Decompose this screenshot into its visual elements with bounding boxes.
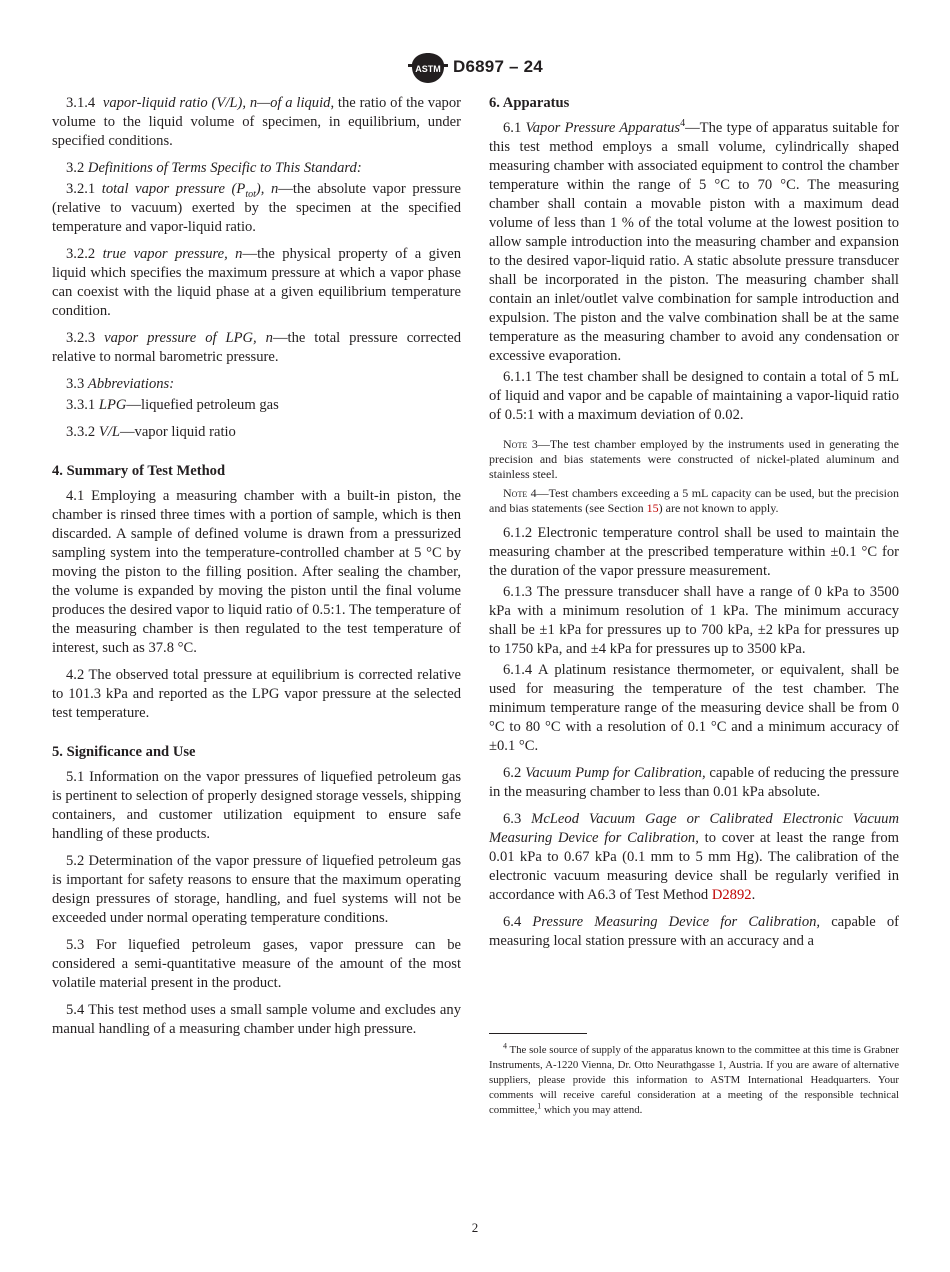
para-3-2: 3.2 Definitions of Terms Specific to This Standard:: [66, 160, 362, 176]
para-3-2-3: 3.2.3 vapor pressure of LPG, n—the total pressure corrected relative to normal barometric pressure.: [52, 330, 461, 365]
para-3-2-2: 3.2.2 true vapor pressure, n—the physical property of a given liquid which specifies the maximum pressure at which a vapor phase can coexist with the liquid phase at a given equilibrium temperature condition.: [52, 246, 461, 319]
logo-text: ASTM: [415, 64, 441, 74]
footnote-4: $^4$ The sole source of supply of the apparatus known to the committee at this time is Grabner Instruments, A-1220 Vienna, Dr. Otto Neurathgasse 1, Austria. If you are aware of alternative suppliers, please provide this information to ASTM International Headquarters. Your comments will receive careful consideration at a meeting of the responsible technical committee,$^1$ which you may attend.: [489, 1041, 899, 1116]
d2892-link[interactable]: D2892: [711, 887, 752, 903]
section-5-heading: 5. Significance and Use: [52, 744, 196, 760]
right-column: [489, 94, 899, 951]
section-6-heading: 6. Apparatus: [489, 95, 570, 111]
para-6-1-2: 6.1.2 Electronic temperature control shall be used to maintain the measuring chamber at the prescribed temperature within ±0.1 °C for the duration of the vapor pressure measurement.: [489, 525, 899, 579]
section-4-heading: 4. Summary of Test Method: [52, 463, 226, 479]
para-3-1-4: 3.1.4 vapor-liquid ratio (V/L), n—of a liquid, the ratio of the vapor volume to the liquid volume of specimen, in equilibrium, under specified conditions.: [52, 95, 462, 149]
section-15-link[interactable]: 15: [646, 501, 659, 515]
astm-logo-icon: [407, 52, 449, 84]
para-3-3-1: 3.3.1 LPG—liquefied petroleum gas: [66, 397, 279, 413]
para-4-1: 4.1 Employing a measuring chamber with a built-in piston, the chamber is rinsed three times with a portion of sample, which is then discarded. A sample of defined volume is drawn from a pressurized sampling system into the temperature-controlled chamber at 5 °C by moving the piston to the filling position. After sealing the chamber, the volume is expanded by moving the piston until the final volume produces the desired vapor to liquid ratio of 0.5:1. The temperature of the measuring chamber is then regulated to the test temperature of interest, such as 37.8 °C.: [52, 488, 461, 656]
para-5-3: 5.3 For liquefied petroleum gases, vapor pressure can be considered a semi-quantitative measure of the amount of the most volatile material present in the product.: [52, 937, 461, 991]
para-6-3: 6.3 McLeod Vacuum Gage or Calibrated Electronic Vacuum Measuring Device for Calibration, to cover at least the range from 0.01 kPa to 0.67 kPa (0.1 mm to 5 mm Hg). The calibration of the electronic vacuum measuring device shall be regularly verified in accordance with A6.3 of Test Method D2892.: [489, 811, 899, 903]
page-header: [0, 52, 950, 86]
page-number: 2: [471, 1220, 479, 1235]
para-4-2: 4.2 The observed total pressure at equilibrium is corrected relative to 101.3 kPa and reported as the LPG vapor pressure at the selected test temperature.: [52, 667, 461, 721]
para-6-4: 6.4 Pressure Measuring Device for Calibration, capable of measuring local station pressure with an accuracy and a: [489, 914, 900, 949]
para-5-4: 5.4 This test method uses a small sample volume and excludes any manual handling of a measuring chamber under high pressure.: [52, 1002, 461, 1037]
para-3-3-2: 3.3.2 V/L—vapor liquid ratio: [66, 424, 236, 440]
para-5-1: 5.1 Information on the vapor pressures of liquefied petroleum gas is pertinent to selection of properly designed storage vessels, shipping containers, and customer utilization equipment to ensure safe handling of these products.: [52, 769, 461, 842]
para-3-2-1: 3.2.1 total vapor pressure $(P_{tot})$, n—the absolute vapor pressure (relative to vacuum) exerted by the specimen at the specified temperature and vapor-liquid ratio.: [52, 181, 461, 235]
document-id: D6897 – 24: [453, 57, 543, 76]
note-3: Note 3—The test chamber employed by the instruments used in generating the precision and bias statements were constructed of nickel-plated aluminum and stainless steel.: [489, 437, 899, 481]
left-column: [52, 94, 461, 1039]
para-6-1: 6.1 Vapor Pressure Apparatus$^4$—The type of apparatus suitable for this test method employs a small volume, cylindrically shaped measuring chamber with associated equipment to control the chamber temperature within the range of 5 °C to 70 °C. The measuring chamber shall contain a movable piston with a maximum dead volume of less than 1 % of the total volume at the lowest position to allow sample introduction into the measuring chamber and expansion to the desired vapor-liquid ratio. A static absolute pressure transducer shall be incorporated in the piston. The measuring chamber shall contain an inlet/outlet valve combination for sample introduction and expulsion. The piston and the valve combination shall be at the same temperature as the measuring chamber to avoid any condensation or excessive evaporation.: [489, 118, 899, 364]
footnote-divider: [489, 1033, 587, 1034]
note-4: Note 4—Test chambers exceeding a 5 mL capacity can be used, but the precision and bias statements (see Section 15) are not known to apply.: [489, 486, 899, 515]
para-6-2: 6.2 Vacuum Pump for Calibration, capable of reducing the pressure in the measuring chamber to less than 0.01 kPa absolute.: [489, 765, 899, 800]
para-3-3: 3.3 Abbreviations:: [66, 376, 175, 392]
para-5-2: 5.2 Determination of the vapor pressure of liquefied petroleum gas is important for safety reasons to ensure that the maximum operating design pressures of storage, handling, and fuel systems will not be exceeded under normal operating temperature conditions.: [52, 853, 461, 926]
para-6-1-4: 6.1.4 A platinum resistance thermometer, or equivalent, shall be used for measuring the temperature of the test chamber. The minimum temperature range of the measuring device shall be from 0 °C to 80 °C with a resolution of 0.1 °C and a minimum accuracy of ±0.1 °C.: [489, 662, 899, 754]
para-6-1-3: 6.1.3 The pressure transducer shall have a range of 0 kPa to 3500 kPa with a minimum resolution of 1 kPa. The minimum accuracy shall be ±1 kPa for pressures up to 700 kPa, ±2 kPa for pressures up to 1750 kPa, and ±4 kPa for pressures up to 3500 kPa.: [489, 584, 899, 657]
footnote-ref-4[interactable]: 4: [680, 118, 686, 130]
para-6-1-1: 6.1.1 The test chamber shall be designed to contain a total of 5 mL of liquid and vapor and be capable of maintaining a vapor-liquid ratio of 0.5:1 with a maximum deviation of 0.02.: [489, 369, 899, 423]
